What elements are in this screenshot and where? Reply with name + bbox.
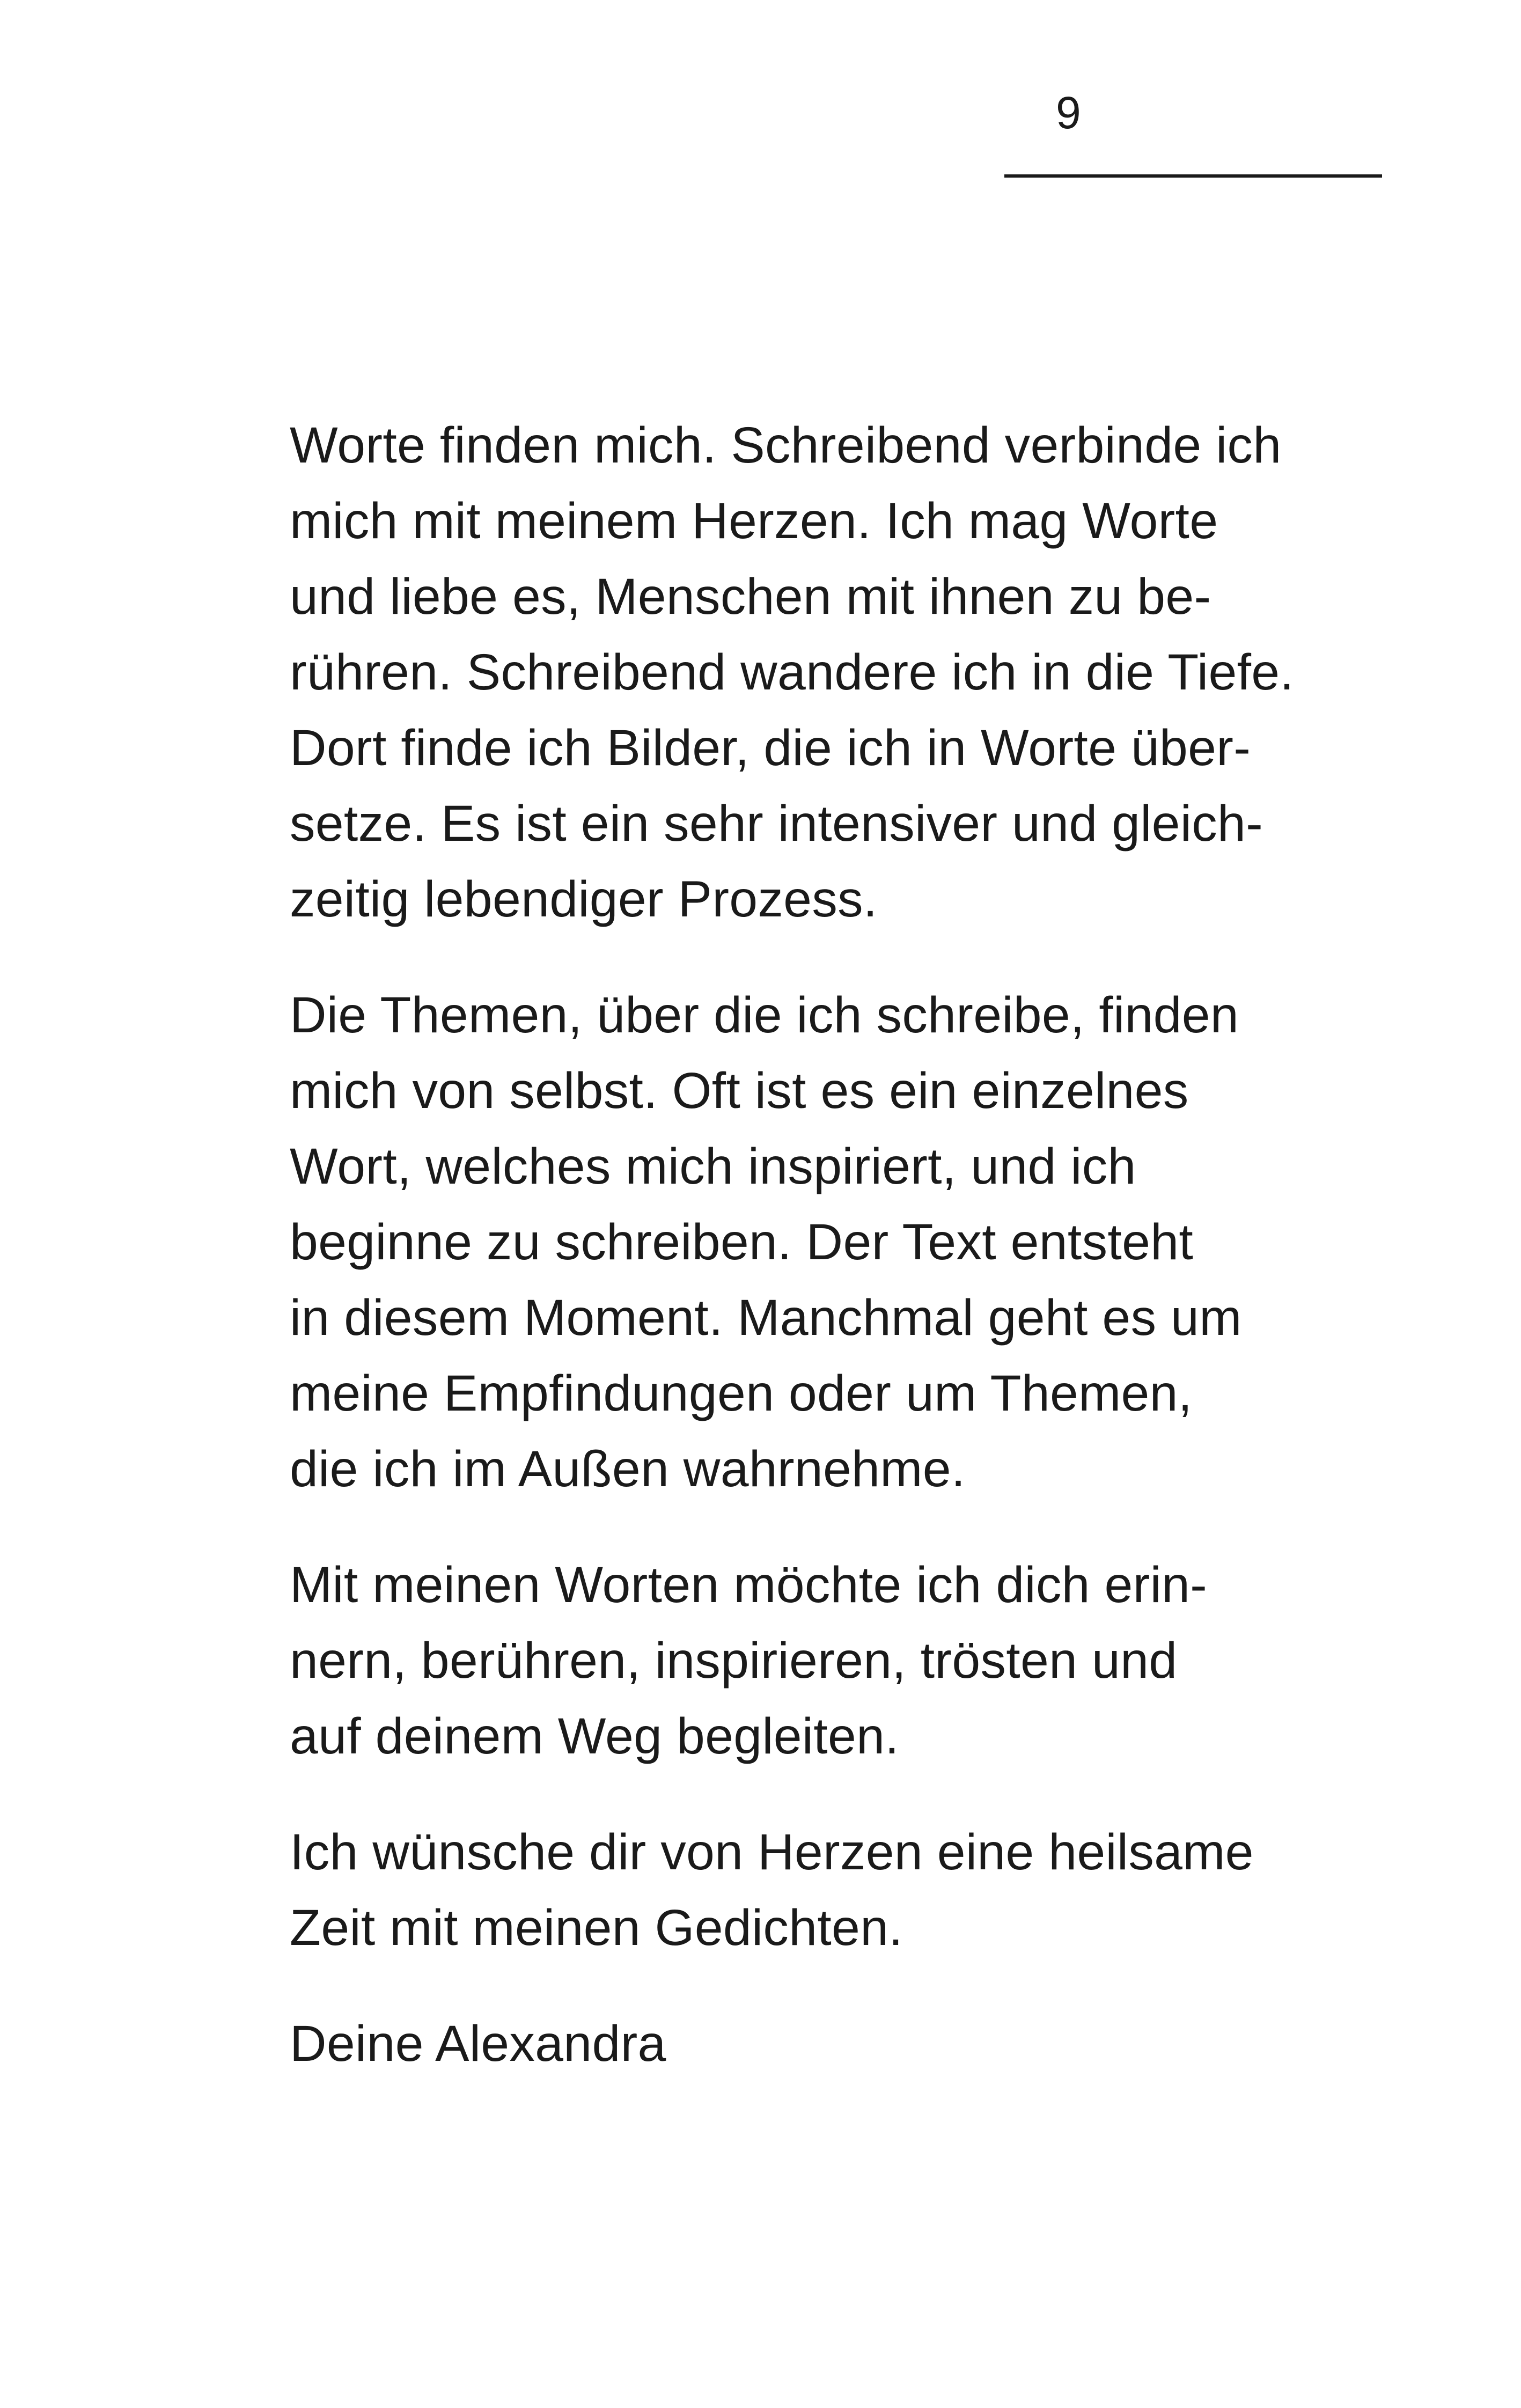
text-line: auf deinem Weg begleiten. <box>290 1708 899 1765</box>
text-line: Ich wünsche dir von Herzen eine heilsame <box>290 1824 1254 1881</box>
paragraph-2 <box>290 978 1309 1507</box>
text-line: Zeit mit meinen Gedichten. <box>290 1899 903 1956</box>
text-line: nern, berühren, inspirieren, trösten und <box>290 1632 1178 1689</box>
signature-line: Deine Alexandra <box>290 2015 666 2072</box>
text-line: mich mit meinem Herzen. Ich mag Worte <box>290 493 1218 549</box>
header-rule <box>1004 174 1382 178</box>
paragraph-3 <box>290 1547 1309 1774</box>
text-line: Mit meinen Worten möchte ich dich erin- <box>290 1557 1208 1613</box>
text-line: die ich im Außen wahrnehme. <box>290 1441 966 1497</box>
body-text <box>290 408 1309 2122</box>
text-line: meine Empfindungen oder um Themen, <box>290 1365 1193 1422</box>
text-line: mich von selbst. Oft ist es ein einzelnes <box>290 1062 1189 1119</box>
text-line: Worte finden mich. Schreibend verbinde ich <box>290 417 1282 474</box>
paragraph-1 <box>290 408 1309 937</box>
text-line: Dort finde ich Bilder, die ich in Worte über- <box>290 720 1251 776</box>
text-line: setze. Es ist ein sehr intensiver und gleich- <box>290 795 1263 852</box>
text-line: Die Themen, über die ich schreibe, finden <box>290 987 1239 1044</box>
page-number: 9 <box>1056 87 1081 138</box>
text-line: Wort, welches mich inspiriert, und ich <box>290 1138 1136 1195</box>
text-line: in diesem Moment. Manchmal geht es um <box>290 1289 1242 1346</box>
text-line: rühren. Schreibend wandere ich in die Tiefe. <box>290 644 1295 701</box>
text-line: beginne zu schreiben. Der Text entsteht <box>290 1214 1194 1271</box>
signature <box>290 2006 1309 2082</box>
text-line: und liebe es, Menschen mit ihnen zu be- <box>290 568 1211 625</box>
paragraph-4 <box>290 1815 1309 1966</box>
text-line: zeitig lebendiger Prozess. <box>290 871 878 928</box>
